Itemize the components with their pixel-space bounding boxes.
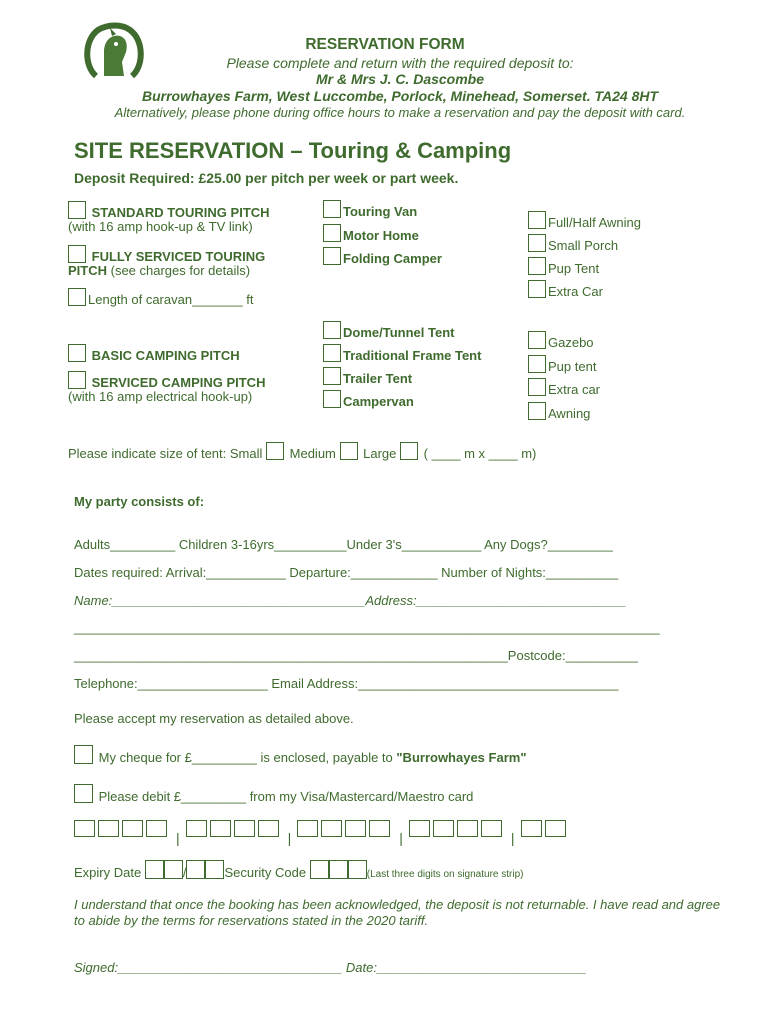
header-address: Burrowhayes Farm, West Luccombe, Porlock, Minehead, Somerset. TA24 8HT — [141, 88, 659, 104]
touring-extra-item[interactable] — [528, 257, 641, 280]
camping-type-item[interactable] — [323, 321, 481, 344]
tent-size-prompt: Please indicate size of tent: Small — [68, 446, 263, 461]
debit-checkbox[interactable] — [74, 784, 93, 803]
fully-serviced-label-2: PITCH — [68, 263, 107, 278]
cheque-checkbox[interactable] — [74, 745, 93, 764]
expiry-box[interactable] — [164, 860, 183, 879]
party-composition-line[interactable]: Adults_________ Children 3-16yrs__________Under 3's___________ Any Dogs?_________ — [74, 537, 613, 552]
expiry-label: Expiry Date — [74, 865, 142, 880]
header-recipient: Mr & Mrs J. C. Dascombe — [315, 71, 485, 87]
serviced-camping-checkbox[interactable] — [68, 371, 86, 389]
security-code-box[interactable] — [329, 860, 348, 879]
basic-camping-label: BASIC CAMPING PITCH — [91, 348, 240, 363]
camping-type-label: Campervan — [343, 394, 414, 409]
camping-extra-checkbox[interactable] — [528, 331, 546, 349]
camping-extra-item[interactable] — [528, 402, 600, 426]
expiry-box[interactable] — [186, 860, 205, 879]
security-code-label: Security Code — [224, 865, 307, 880]
declaration-text: I understand that once the booking has been acknowledged, the deposit is not returnable. I have read and agree to abide by the terms for reservations stated in the 2020 tariff. — [74, 897, 721, 928]
party-heading: My party consists of: — [74, 494, 205, 509]
tent-dimensions-field[interactable]: ( ____ m x ____ m) — [423, 446, 537, 461]
caravan-length-checkbox[interactable] — [68, 288, 86, 306]
camping-type-item[interactable] — [323, 390, 481, 413]
touring-type-checkbox[interactable] — [323, 224, 341, 242]
touring-extra-item[interactable] — [528, 234, 641, 257]
signature-date-row[interactable] — [74, 960, 587, 975]
cheque-option[interactable] — [74, 745, 526, 765]
camping-extra-label: Pup tent — [548, 358, 597, 374]
camping-type-checkbox[interactable] — [323, 321, 341, 339]
touring-type-item[interactable] — [323, 247, 442, 271]
debit-text: Please debit £_________ from my Visa/Mastercard/Maestro card — [98, 789, 474, 804]
touring-type-label: Touring Van — [343, 204, 418, 219]
expiry-box[interactable] — [205, 860, 224, 879]
touring-extra-checkbox[interactable] — [528, 257, 546, 275]
debit-option[interactable] — [74, 784, 473, 804]
postcode-line[interactable]: ____________________________________________________________Postcode:__________ — [74, 648, 638, 663]
camping-type-label: Trailer Tent — [343, 371, 413, 386]
expiry-separator: / — [182, 865, 187, 880]
camping-type-item[interactable] — [323, 344, 481, 367]
touring-extras — [528, 211, 641, 303]
header-phone-note: Alternatively, please phone during office hours to make a reservation and pay the deposit with card. — [114, 105, 686, 120]
signed-field[interactable]: Signed:_______________________________ — [74, 960, 343, 975]
cheque-text: My cheque for £_________ is enclosed, payable to — [98, 750, 397, 765]
touring-type-item[interactable] — [323, 224, 442, 248]
tent-small-checkbox[interactable] — [266, 442, 284, 460]
security-code-box[interactable] — [348, 860, 367, 879]
camping-types — [323, 321, 481, 413]
camping-type-label: Traditional Frame Tent — [343, 348, 482, 363]
basic-camping-option[interactable] — [68, 344, 240, 363]
serviced-camping-option[interactable] — [68, 371, 265, 390]
tent-size-row — [68, 442, 536, 461]
security-code-box[interactable] — [310, 860, 329, 879]
serviced-camping-label: SERVICED CAMPING PITCH — [91, 375, 266, 390]
touring-extra-item[interactable] — [528, 280, 641, 303]
fully-serviced-note — [68, 263, 250, 278]
camping-extra-item[interactable] — [528, 378, 600, 402]
section-title: SITE RESERVATION – Touring & Camping — [74, 138, 512, 163]
camping-extra-item[interactable] — [528, 331, 600, 355]
touring-type-item[interactable] — [323, 200, 442, 224]
camping-extra-checkbox[interactable] — [528, 355, 546, 373]
card-number-boxes[interactable]: | | | | — [74, 820, 569, 846]
fully-serviced-option[interactable] — [68, 245, 265, 264]
basic-camping-checkbox[interactable] — [68, 344, 86, 362]
serviced-camping-note: (with 16 amp electrical hook-up) — [68, 389, 253, 404]
fully-serviced-details: (see charges for details) — [107, 263, 251, 278]
standard-touring-option[interactable] — [68, 201, 270, 220]
touring-extra-checkbox[interactable] — [528, 211, 546, 229]
camping-extra-label: Gazebo — [548, 335, 594, 350]
touring-extra-label: Extra Car — [548, 284, 603, 299]
touring-type-label: Folding Camper — [343, 251, 442, 266]
touring-extra-label: Small Porch — [548, 238, 619, 253]
deposit-text: Deposit Required: £25.00 per pitch per week or part week. — [74, 170, 459, 186]
accept-reservation-text: Please accept my reservation as detailed above. — [74, 711, 354, 726]
camping-type-checkbox[interactable] — [323, 390, 341, 408]
touring-extra-label: Full/Half Awning — [548, 215, 641, 230]
camping-extra-label: Extra car — [548, 382, 601, 397]
touring-type-checkbox[interactable] — [323, 200, 341, 218]
address-blank-line[interactable]: _________________________________________________________________________________ — [74, 620, 660, 635]
fully-serviced-label: FULLY SERVICED TOURING — [91, 249, 266, 264]
expiry-box[interactable] — [145, 860, 164, 879]
telephone-email-line[interactable]: Telephone:__________________ Email Address:____________________________________ — [74, 676, 619, 691]
camping-extra-item[interactable] — [528, 355, 600, 379]
expiry-security-row — [74, 860, 523, 880]
name-address-line[interactable]: Name:___________________________________Address:_____________________________ — [74, 593, 627, 608]
tent-medium-label: Medium — [289, 446, 336, 461]
tent-medium-checkbox[interactable] — [340, 442, 358, 460]
camping-extra-checkbox[interactable] — [528, 402, 546, 420]
touring-extra-item[interactable] — [528, 211, 641, 234]
camping-extras — [528, 331, 600, 425]
touring-types — [323, 200, 442, 271]
touring-extra-checkbox[interactable] — [528, 234, 546, 252]
standard-touring-note: (with 16 amp hook-up & TV link) — [68, 219, 253, 234]
security-code-note: (Last three digits on signature strip) — [366, 869, 524, 880]
tent-large-checkbox[interactable] — [400, 442, 418, 460]
touring-type-checkbox[interactable] — [323, 247, 341, 265]
camping-extra-label: Awning — [548, 405, 591, 421]
cheque-payee: "Burrowhayes Farm" — [396, 750, 527, 765]
touring-type-label: Motor Home — [343, 227, 419, 243]
camping-type-checkbox[interactable] — [323, 344, 341, 362]
standard-touring-label: STANDARD TOURING PITCH — [91, 205, 270, 220]
form-title: RESERVATION FORM — [305, 36, 465, 53]
touring-extra-checkbox[interactable] — [528, 280, 546, 298]
camping-type-checkbox[interactable] — [323, 367, 341, 385]
standard-touring-checkbox[interactable] — [68, 201, 86, 219]
date-field[interactable]: Date:_____________________________ — [345, 960, 587, 975]
fully-serviced-checkbox[interactable] — [68, 245, 86, 263]
caravan-length-label: Length of caravan_______ ft — [88, 292, 254, 307]
tent-large-label: Large — [363, 446, 397, 461]
camping-type-label: Dome/Tunnel Tent — [343, 325, 455, 340]
dates-required-line[interactable]: Dates required: Arrival:___________ Departure:____________ Number of Nights:__________ — [74, 565, 619, 580]
camping-type-item[interactable] — [323, 367, 481, 390]
header-instructions: Please complete and return with the required deposit to: — [226, 55, 574, 71]
touring-extra-label: Pup Tent — [548, 261, 600, 276]
camping-extra-checkbox[interactable] — [528, 378, 546, 396]
caravan-length-field[interactable] — [68, 288, 254, 307]
